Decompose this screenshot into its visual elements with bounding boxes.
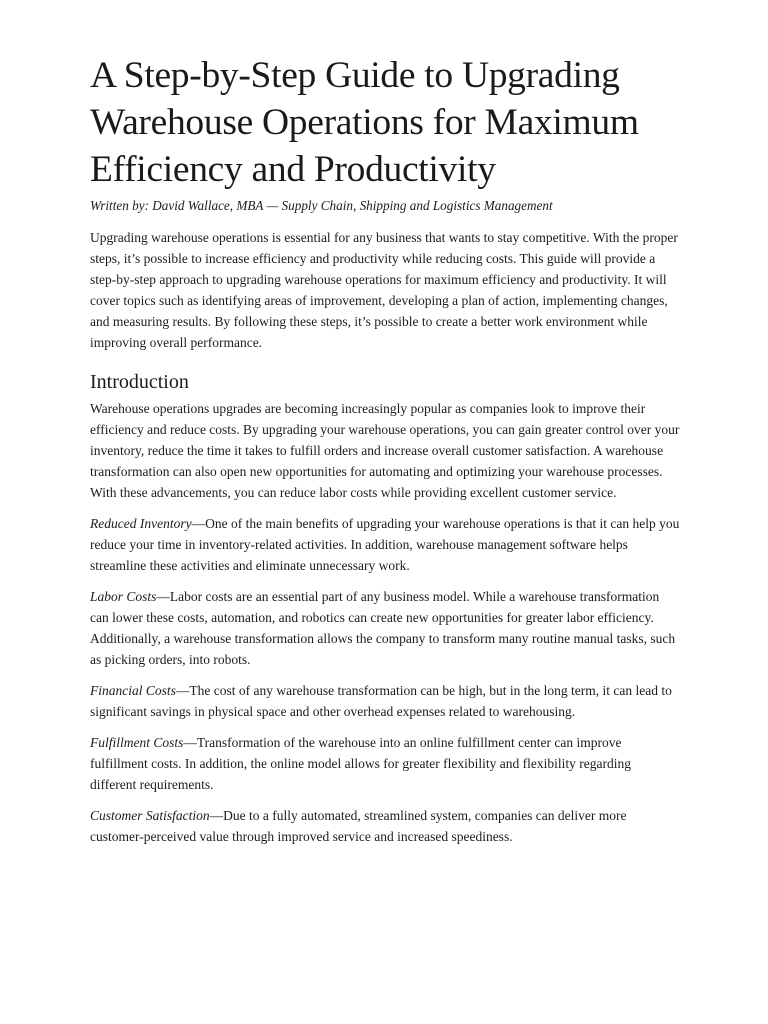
- benefit-item: Customer Satisfaction—Due to a fully automated, streamlined system, companies can deliver more customer-perceived value through improved service and increased speediness.: [90, 808, 627, 844]
- benefit-term: Financial Costs: [90, 683, 176, 698]
- author-byline: Written by: David Wallace, MBA — Supply Chain, Shipping and Logistics Management: [90, 198, 553, 213]
- benefit-term: Customer Satisfaction: [90, 808, 210, 823]
- document-page: [90, 52, 680, 857]
- document-title: A Step-by-Step Guide to Upgrading Warehouse Operations for Maximum Efficiency and Productivity: [90, 55, 639, 190]
- benefit-text: The cost of any warehouse transformation can be high, but in the long term, it can lead to significant savings in physical space and other overhead expenses related to warehousing.: [90, 683, 672, 719]
- benefit-text: Labor costs are an essential part of any business model. While a warehouse transformation can lower these costs, automation, and robotics can create new opportunities for greater labor efficiency. Additionally, a warehouse transformation allows the company to transform many routine manual tasks, such as picking orders, into robots.: [90, 589, 676, 667]
- benefit-text: One of the main benefits of upgrading your warehouse operations is that it can help you reduce your time in inventory-related activities. In addition, warehouse management software helps streamline these activities and eliminate unnecessary work.: [90, 516, 680, 573]
- benefit-term: Labor Costs: [90, 589, 157, 604]
- benefit-item: Fulfillment Costs—Transformation of the warehouse into an online fulfillment center can improve fulfillment costs. In addition, the online model allows for greater flexibility and flexibility regarding different requirements.: [90, 735, 631, 792]
- benefit-text: Transformation of the warehouse into an online fulfillment center can improve fulfillment costs. In addition, the online model allows for greater flexibility and flexibility regarding different requirements.: [90, 735, 631, 792]
- intro-paragraph: Upgrading warehouse operations is essential for any business that wants to stay competitive. With the proper steps, it’s possible to increase efficiency and productivity while reducing costs. This guide will provide a step-by-step approach to upgrading warehouse operations for maximum efficiency and productivity. It will cover topics such as identifying areas of improvement, developing a plan of action, implementing changes, and measuring results. By following these steps, it’s possible to create a better work environment while improving overall performance.: [90, 230, 678, 350]
- benefit-term: Reduced Inventory: [90, 516, 192, 531]
- benefit-term: Fulfillment Costs: [90, 735, 184, 750]
- benefit-item: Reduced Inventory—One of the main benefits of upgrading your warehouse operations is that it can help you reduce your time in inventory-related activities. In addition, warehouse management software helps streamline these activities and eliminate unnecessary work.: [90, 516, 680, 573]
- section-heading-introduction: Introduction: [90, 371, 189, 393]
- benefit-text: Due to a fully automated, streamlined system, companies can deliver more customer-perceived value through improved service and increased speediness.: [90, 808, 627, 844]
- introduction-paragraph: Warehouse operations upgrades are becoming increasingly popular as companies look to improve their efficiency and reduce costs. By upgrading your warehouse operations, you can gain greater control over your inventory, reduce the time it takes to fulfill orders and increase overall customer satisfaction. A warehouse transformation can also open new opportunities for automating and optimizing your warehouse processes. With these advancements, you can reduce labor costs while providing excellent customer service.: [90, 401, 680, 500]
- benefit-item: Labor Costs—Labor costs are an essential part of any business model. While a warehouse transformation can lower these costs, automation, and robotics can create new opportunities for greater labor efficiency. Additionally, a warehouse transformation allows the company to transform many routine manual tasks, such as picking orders, into robots.: [90, 589, 676, 667]
- benefit-item: Financial Costs—The cost of any warehouse transformation can be high, but in the long term, it can lead to significant savings in physical space and other overhead expenses related to warehousing.: [90, 683, 672, 719]
